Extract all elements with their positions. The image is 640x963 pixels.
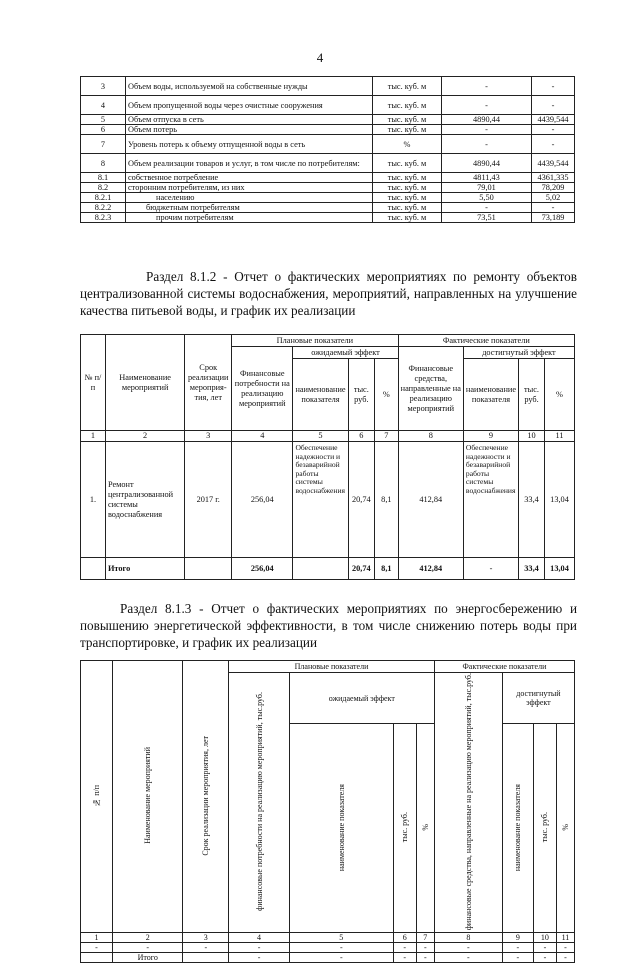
header-trub: тыс. руб. — [400, 812, 410, 843]
cell-num: 7 — [81, 135, 126, 154]
column-number: 6 — [348, 431, 375, 442]
cell-unit: тыс. куб. м — [373, 77, 442, 96]
cell-name: бюджетным потребителям — [126, 203, 373, 213]
cell-unit: тыс. куб. м — [373, 213, 442, 223]
cell-num: 8 — [81, 154, 126, 173]
column-number: 5 — [289, 933, 393, 943]
header-name-indicator: наименование показателя — [336, 783, 346, 871]
header-fact-fin: Финансовые средства, направленные на реализацию мероприятий — [398, 347, 463, 431]
header-trub: тыс. руб. — [348, 359, 375, 431]
column-number: 8 — [434, 933, 502, 943]
water-volume-table — [80, 76, 575, 223]
cell-name: сторонним потребителям, из них — [126, 183, 373, 193]
column-number: 7 — [416, 933, 434, 943]
cell-name: собственное потребление — [126, 173, 373, 183]
section-8-1-2-title: Раздел 8.1.2 - Отчет о фактических мероприятиях по ремонту объектов централизованной системы водоснабжения, мероприятий, направленных на улучшение качества питьевой воды, и график их реализации — [80, 269, 577, 318]
header-expected: ожидаемый эффект — [293, 347, 398, 359]
header-pct-2: % — [545, 359, 575, 431]
cell-num: 8.2.1 — [81, 193, 126, 203]
cell-unit: тыс. куб. м — [373, 183, 442, 193]
cell-unit: тыс. куб. м — [373, 173, 442, 183]
table-row — [81, 115, 575, 125]
cell-name: Объем потерь — [126, 125, 373, 135]
table-row — [81, 173, 575, 183]
header-achieved: достигнутый эффект — [502, 673, 574, 724]
column-number: 3 — [185, 431, 232, 442]
header-plan-fin: Финансовые потребности на реализацию мероприятий — [232, 347, 293, 431]
cell-v2: 5,02 — [532, 193, 575, 203]
column-number: 10 — [519, 431, 545, 442]
cell-v2: - — [532, 125, 575, 135]
cell-v1: - — [442, 135, 532, 154]
table-row: 1. Ремонт централизованной системы водоснабжения 2017 г. 256,04 Обеспечение надежности и безаварийной работы системы водоснабжения 20,74 8,1 412,84 Обеспечение надежности и безаварийной работы системы водоснабжения 33,4 13,04 — [81, 442, 575, 558]
cell-v2: 4439,544 — [532, 154, 575, 173]
header-fact-fin: финансовые средства, направленные на реализацию мероприятий, тыс.руб. — [463, 673, 473, 931]
total-row: Итого - - - - - - - - — [81, 953, 575, 963]
cell-name: населению — [126, 193, 373, 203]
cell-v1: - — [442, 96, 532, 115]
cell-v2: - — [532, 77, 575, 96]
header-plan: Плановые показатели — [229, 661, 435, 673]
column-number: 10 — [533, 933, 556, 943]
cell-num: 5 — [81, 115, 126, 125]
header-plan: Плановые показатели — [232, 335, 399, 347]
cell-num: 8.2.3 — [81, 213, 126, 223]
header-fact: Фактические показатели — [434, 661, 574, 673]
cell-unit: тыс. куб. м — [373, 125, 442, 135]
cell-unit: тыс. куб. м — [373, 154, 442, 173]
cell-unit: тыс. куб. м — [373, 203, 442, 213]
cell-v2: 4361,335 — [532, 173, 575, 183]
energy-saving-table — [80, 660, 575, 963]
cell-v1: 73,51 — [442, 213, 532, 223]
header-name: Наименование мероприятий — [143, 747, 153, 844]
cell-v1: 5,50 — [442, 193, 532, 203]
repair-measures-table — [80, 334, 575, 580]
cell-name: Объем пропущенной воды через очистные сооружения — [126, 96, 373, 115]
cell-v1: - — [442, 77, 532, 96]
header-name: Наименование мероприятий — [105, 335, 184, 431]
cell-v2: 73,189 — [532, 213, 575, 223]
table-row — [81, 203, 575, 213]
cell-unit: тыс. куб. м — [373, 115, 442, 125]
table-row — [81, 154, 575, 173]
header-pct-2: % — [560, 823, 570, 831]
header-term: Срок реализации мероприятия, лет — [201, 735, 211, 856]
table-row: - - - - - - - - - - - — [81, 943, 575, 953]
column-number: 4 — [232, 431, 293, 442]
header-name-indicator-2: наименование показателя — [513, 783, 523, 871]
cell-num: 4 — [81, 96, 126, 115]
total-row: Итого 256,04 20,74 8,1 412,84 - 33,4 13,04 — [81, 558, 575, 580]
header-pct: % — [375, 359, 399, 431]
column-number: 11 — [545, 431, 575, 442]
column-number: 8 — [398, 431, 463, 442]
header-trub-2: тыс. руб. — [519, 359, 545, 431]
table-row — [81, 125, 575, 135]
section-8-1-3-title: Раздел 8.1.3 - Отчет о фактических мероприятиях по энергосбережению и повышению энергетической эффективности, в том числе снижению потерь воды при транспортировке, и график их реализации — [80, 601, 577, 650]
header-num: № п/п — [92, 784, 101, 807]
column-number: 2 — [105, 431, 184, 442]
table-row — [81, 135, 575, 154]
cell-name: Уровень потерь к объему отпущенной воды в сеть — [126, 135, 373, 154]
cell-v2: - — [532, 135, 575, 154]
cell-unit: тыс. куб. м — [373, 193, 442, 203]
cell-num: 8.1 — [81, 173, 126, 183]
column-number: 2 — [113, 933, 183, 943]
column-number: 1 — [81, 933, 113, 943]
cell-name: Объем отпуска в сеть — [126, 115, 373, 125]
header-term: Срок реализации мероприя- тия, лет — [185, 335, 232, 431]
column-number: 5 — [293, 431, 348, 442]
header-fact: Фактические показатели — [398, 335, 574, 347]
cell-v1: - — [442, 125, 532, 135]
column-number: 4 — [229, 933, 290, 943]
table-row — [81, 96, 575, 115]
table-row — [81, 183, 575, 193]
cell-v1: 4890,44 — [442, 154, 532, 173]
cell-num: 8.2 — [81, 183, 126, 193]
header-trub-2: тыс. руб. — [540, 812, 550, 843]
cell-v1: 4890,44 — [442, 115, 532, 125]
column-number: 1 — [81, 431, 106, 442]
cell-name: Объем воды, используемой на собственные нужды — [126, 77, 373, 96]
cell-v2: 78,209 — [532, 183, 575, 193]
cell-num: 3 — [81, 77, 126, 96]
table-row — [81, 213, 575, 223]
cell-name: прочим потребителям — [126, 213, 373, 223]
column-number: 7 — [375, 431, 399, 442]
header-plan-fin: финансовые потребности на реализацию мероприятий, тыс.руб. — [254, 692, 264, 912]
column-number-row — [81, 431, 575, 442]
header-pct: % — [420, 823, 430, 831]
cell-v1: 4811,43 — [442, 173, 532, 183]
header-name-indicator: наименование показателя — [293, 359, 348, 431]
cell-v2: - — [532, 96, 575, 115]
header-achieved: достигнутый эффект — [463, 347, 574, 359]
column-number: 9 — [463, 431, 518, 442]
cell-name: Объем реализации товаров и услуг, в том числе по потребителям: — [126, 154, 373, 173]
column-number: 11 — [556, 933, 574, 943]
header-num: № п/ п — [81, 335, 106, 431]
column-number: 6 — [393, 933, 416, 943]
cell-unit: % — [373, 135, 442, 154]
table-row — [81, 193, 575, 203]
column-number: 9 — [502, 933, 533, 943]
cell-num: 8.2.2 — [81, 203, 126, 213]
cell-v2: 4439,544 — [532, 115, 575, 125]
cell-v2: - — [532, 203, 575, 213]
header-expected: ожидаемый эффект — [289, 673, 434, 724]
column-number-row — [81, 933, 575, 943]
cell-unit: тыс. куб. м — [373, 96, 442, 115]
column-number: 3 — [183, 933, 229, 943]
header-name-indicator-2: наименование показателя — [463, 359, 518, 431]
page-number: 4 — [316, 50, 324, 65]
table-row — [81, 77, 575, 96]
cell-v1: - — [442, 203, 532, 213]
cell-num: 6 — [81, 125, 126, 135]
cell-v1: 79,01 — [442, 183, 532, 193]
